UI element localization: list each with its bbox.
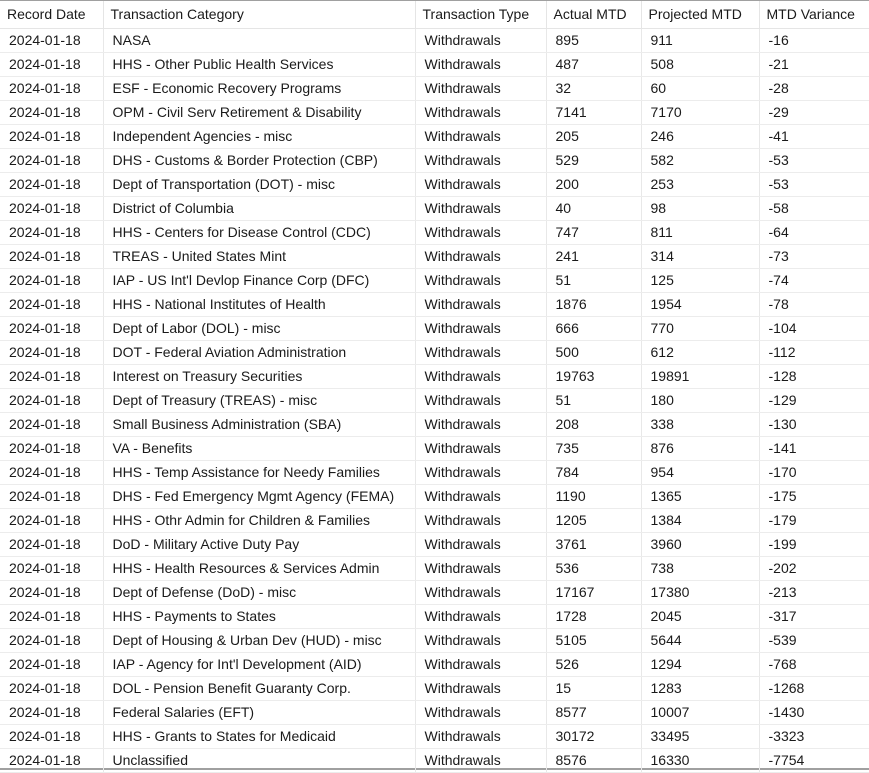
cell-transaction-category[interactable]: DHS - Customs & Border Protection (CBP) xyxy=(103,148,415,172)
table-row[interactable] xyxy=(0,700,869,724)
cell-transaction-type[interactable]: Withdrawals xyxy=(415,124,546,148)
table-row[interactable] xyxy=(0,76,869,100)
cell-actual-mtd[interactable]: 3761 xyxy=(546,532,641,556)
cell-actual-mtd[interactable]: 19763 xyxy=(546,364,641,388)
cell-transaction-category[interactable]: HHS - Centers for Disease Control (CDC) xyxy=(103,220,415,244)
cell-mtd-variance[interactable]: -130 xyxy=(759,412,869,436)
table-row[interactable] xyxy=(0,388,869,412)
cell-record-date[interactable]: 2024-01-18 xyxy=(0,292,103,316)
cell-actual-mtd[interactable]: 529 xyxy=(546,148,641,172)
cell-projected-mtd[interactable]: 582 xyxy=(641,148,759,172)
table-row[interactable] xyxy=(0,292,869,316)
table-row[interactable] xyxy=(0,196,869,220)
table-row[interactable] xyxy=(0,100,869,124)
cell-projected-mtd[interactable]: 19891 xyxy=(641,364,759,388)
cell-transaction-category[interactable]: HHS - National Institutes of Health xyxy=(103,292,415,316)
cell-record-date[interactable]: 2024-01-18 xyxy=(0,268,103,292)
cell-transaction-type[interactable]: Withdrawals xyxy=(415,388,546,412)
cell-transaction-type[interactable]: Withdrawals xyxy=(415,412,546,436)
cell-projected-mtd[interactable]: 60 xyxy=(641,76,759,100)
column-header-transaction-category[interactable]: Transaction Category xyxy=(103,1,415,28)
cell-projected-mtd[interactable]: 314 xyxy=(641,244,759,268)
cell-mtd-variance[interactable]: -128 xyxy=(759,364,869,388)
cell-transaction-category[interactable]: TREAS - United States Mint xyxy=(103,244,415,268)
cell-transaction-type[interactable]: Withdrawals xyxy=(415,292,546,316)
cell-transaction-type[interactable]: Withdrawals xyxy=(415,28,546,52)
cell-transaction-category[interactable]: IAP - Agency for Int'l Development (AID) xyxy=(103,652,415,676)
cell-transaction-category[interactable]: VA - Benefits xyxy=(103,436,415,460)
cell-mtd-variance[interactable]: -28 xyxy=(759,76,869,100)
cell-actual-mtd[interactable]: 526 xyxy=(546,652,641,676)
table-body xyxy=(0,28,869,772)
cell-transaction-category[interactable]: Unclassified xyxy=(103,748,415,772)
cell-mtd-variance[interactable]: -29 xyxy=(759,100,869,124)
column-header-mtd-variance[interactable]: MTD Variance xyxy=(759,1,869,28)
cell-actual-mtd[interactable]: 1190 xyxy=(546,484,641,508)
cell-record-date[interactable]: 2024-01-18 xyxy=(0,748,103,772)
table-row[interactable] xyxy=(0,436,869,460)
cell-mtd-variance[interactable]: -104 xyxy=(759,316,869,340)
cell-mtd-variance[interactable]: -129 xyxy=(759,388,869,412)
cell-record-date[interactable]: 2024-01-18 xyxy=(0,316,103,340)
cell-actual-mtd[interactable]: 32 xyxy=(546,76,641,100)
cell-actual-mtd[interactable]: 17167 xyxy=(546,580,641,604)
cell-record-date[interactable]: 2024-01-18 xyxy=(0,388,103,412)
cell-record-date[interactable]: 2024-01-18 xyxy=(0,580,103,604)
cell-actual-mtd[interactable]: 15 xyxy=(546,676,641,700)
cell-mtd-variance[interactable]: -3323 xyxy=(759,724,869,748)
cell-transaction-category[interactable]: Dept of Transportation (DOT) - misc xyxy=(103,172,415,196)
cell-transaction-type[interactable]: Withdrawals xyxy=(415,700,546,724)
cell-projected-mtd[interactable]: 125 xyxy=(641,268,759,292)
cell-mtd-variance[interactable]: -58 xyxy=(759,196,869,220)
cell-actual-mtd[interactable]: 8576 xyxy=(546,748,641,772)
cell-record-date[interactable]: 2024-01-18 xyxy=(0,52,103,76)
cell-transaction-category[interactable]: Dept of Defense (DoD) - misc xyxy=(103,580,415,604)
cell-mtd-variance[interactable]: -74 xyxy=(759,268,869,292)
cell-transaction-type[interactable]: Withdrawals xyxy=(415,508,546,532)
cell-transaction-type[interactable]: Withdrawals xyxy=(415,484,546,508)
cell-actual-mtd[interactable]: 5105 xyxy=(546,628,641,652)
cell-transaction-category[interactable]: HHS - Health Resources & Services Admin xyxy=(103,556,415,580)
cell-actual-mtd[interactable]: 487 xyxy=(546,52,641,76)
cell-actual-mtd[interactable]: 747 xyxy=(546,220,641,244)
cell-record-date[interactable]: 2024-01-18 xyxy=(0,172,103,196)
table-row[interactable] xyxy=(0,52,869,76)
cell-mtd-variance[interactable]: -7754 xyxy=(759,748,869,772)
cell-transaction-type[interactable]: Withdrawals xyxy=(415,196,546,220)
table-row[interactable] xyxy=(0,244,869,268)
cell-actual-mtd[interactable]: 205 xyxy=(546,124,641,148)
cell-mtd-variance[interactable]: -213 xyxy=(759,580,869,604)
cell-transaction-type[interactable]: Withdrawals xyxy=(415,244,546,268)
cell-projected-mtd[interactable]: 33495 xyxy=(641,724,759,748)
cell-actual-mtd[interactable]: 7141 xyxy=(546,100,641,124)
column-header-projected-mtd[interactable]: Projected MTD xyxy=(641,1,759,28)
cell-projected-mtd[interactable]: 3960 xyxy=(641,532,759,556)
cell-transaction-category[interactable]: HHS - Othr Admin for Children & Families xyxy=(103,508,415,532)
cell-transaction-category[interactable]: DOT - Federal Aviation Administration xyxy=(103,340,415,364)
table-row[interactable] xyxy=(0,484,869,508)
cell-transaction-category[interactable]: Dept of Labor (DOL) - misc xyxy=(103,316,415,340)
cell-transaction-category[interactable]: Dept of Housing & Urban Dev (HUD) - misc xyxy=(103,628,415,652)
table-row[interactable] xyxy=(0,652,869,676)
cell-actual-mtd[interactable]: 536 xyxy=(546,556,641,580)
table-row[interactable] xyxy=(0,628,869,652)
cell-transaction-category[interactable]: IAP - US Int'l Devlop Finance Corp (DFC) xyxy=(103,268,415,292)
cell-record-date[interactable]: 2024-01-18 xyxy=(0,124,103,148)
cell-transaction-type[interactable]: Withdrawals xyxy=(415,436,546,460)
cell-mtd-variance[interactable]: -199 xyxy=(759,532,869,556)
cell-projected-mtd[interactable]: 911 xyxy=(641,28,759,52)
cell-transaction-category[interactable]: DOL - Pension Benefit Guaranty Corp. xyxy=(103,676,415,700)
cell-record-date[interactable]: 2024-01-18 xyxy=(0,604,103,628)
cell-mtd-variance[interactable]: -53 xyxy=(759,148,869,172)
cell-projected-mtd[interactable]: 770 xyxy=(641,316,759,340)
table-row[interactable] xyxy=(0,124,869,148)
cell-projected-mtd[interactable]: 10007 xyxy=(641,700,759,724)
cell-transaction-type[interactable]: Withdrawals xyxy=(415,340,546,364)
cell-transaction-category[interactable]: Federal Salaries (EFT) xyxy=(103,700,415,724)
cell-transaction-type[interactable]: Withdrawals xyxy=(415,148,546,172)
cell-projected-mtd[interactable]: 508 xyxy=(641,52,759,76)
cell-projected-mtd[interactable]: 253 xyxy=(641,172,759,196)
cell-mtd-variance[interactable]: -768 xyxy=(759,652,869,676)
table-row[interactable] xyxy=(0,340,869,364)
cell-mtd-variance[interactable]: -1430 xyxy=(759,700,869,724)
cell-projected-mtd[interactable]: 180 xyxy=(641,388,759,412)
cell-mtd-variance[interactable]: -317 xyxy=(759,604,869,628)
cell-transaction-category[interactable]: Dept of Treasury (TREAS) - misc xyxy=(103,388,415,412)
cell-projected-mtd[interactable]: 5644 xyxy=(641,628,759,652)
cell-record-date[interactable]: 2024-01-18 xyxy=(0,724,103,748)
cell-record-date[interactable]: 2024-01-18 xyxy=(0,28,103,52)
column-header-record-date[interactable]: Record Date xyxy=(0,1,103,28)
cell-mtd-variance[interactable]: -141 xyxy=(759,436,869,460)
cell-actual-mtd[interactable]: 51 xyxy=(546,388,641,412)
cell-projected-mtd[interactable]: 1954 xyxy=(641,292,759,316)
cell-actual-mtd[interactable]: 241 xyxy=(546,244,641,268)
cell-transaction-type[interactable]: Withdrawals xyxy=(415,364,546,388)
cell-transaction-category[interactable]: HHS - Temp Assistance for Needy Families xyxy=(103,460,415,484)
cell-record-date[interactable]: 2024-01-18 xyxy=(0,220,103,244)
cell-projected-mtd[interactable]: 246 xyxy=(641,124,759,148)
cell-projected-mtd[interactable]: 954 xyxy=(641,460,759,484)
cell-record-date[interactable]: 2024-01-18 xyxy=(0,364,103,388)
cell-mtd-variance[interactable]: -78 xyxy=(759,292,869,316)
cell-mtd-variance[interactable]: -539 xyxy=(759,628,869,652)
cell-transaction-category[interactable]: HHS - Other Public Health Services xyxy=(103,52,415,76)
cell-transaction-category[interactable]: NASA xyxy=(103,28,415,52)
header-row xyxy=(0,1,869,28)
cell-actual-mtd[interactable]: 784 xyxy=(546,460,641,484)
cell-actual-mtd[interactable]: 895 xyxy=(546,28,641,52)
cell-transaction-type[interactable]: Withdrawals xyxy=(415,556,546,580)
cell-mtd-variance[interactable]: -73 xyxy=(759,244,869,268)
cell-record-date[interactable]: 2024-01-18 xyxy=(0,460,103,484)
cell-transaction-type[interactable]: Withdrawals xyxy=(415,316,546,340)
cell-actual-mtd[interactable]: 1728 xyxy=(546,604,641,628)
cell-record-date[interactable]: 2024-01-18 xyxy=(0,532,103,556)
cell-record-date[interactable]: 2024-01-18 xyxy=(0,508,103,532)
cell-transaction-category[interactable]: District of Columbia xyxy=(103,196,415,220)
cell-projected-mtd[interactable]: 1294 xyxy=(641,652,759,676)
cell-record-date[interactable]: 2024-01-18 xyxy=(0,484,103,508)
table-row[interactable] xyxy=(0,220,869,244)
cell-mtd-variance[interactable]: -21 xyxy=(759,52,869,76)
table-row[interactable] xyxy=(0,724,869,748)
cell-projected-mtd[interactable]: 7170 xyxy=(641,100,759,124)
cell-transaction-type[interactable]: Withdrawals xyxy=(415,172,546,196)
cell-transaction-type[interactable]: Withdrawals xyxy=(415,76,546,100)
cell-record-date[interactable]: 2024-01-18 xyxy=(0,436,103,460)
cell-transaction-type[interactable]: Withdrawals xyxy=(415,268,546,292)
cell-actual-mtd[interactable]: 200 xyxy=(546,172,641,196)
cell-transaction-type[interactable]: Withdrawals xyxy=(415,724,546,748)
cell-record-date[interactable]: 2024-01-18 xyxy=(0,652,103,676)
cell-actual-mtd[interactable]: 500 xyxy=(546,340,641,364)
cell-record-date[interactable]: 2024-01-18 xyxy=(0,148,103,172)
cell-record-date[interactable]: 2024-01-18 xyxy=(0,244,103,268)
table-row[interactable] xyxy=(0,172,869,196)
cell-transaction-category[interactable]: HHS - Payments to States xyxy=(103,604,415,628)
cell-record-date[interactable]: 2024-01-18 xyxy=(0,76,103,100)
cell-mtd-variance[interactable]: -179 xyxy=(759,508,869,532)
table-row[interactable] xyxy=(0,364,869,388)
cell-actual-mtd[interactable]: 208 xyxy=(546,412,641,436)
cell-projected-mtd[interactable]: 1365 xyxy=(641,484,759,508)
cell-actual-mtd[interactable]: 40 xyxy=(546,196,641,220)
cell-mtd-variance[interactable]: -41 xyxy=(759,124,869,148)
cell-projected-mtd[interactable]: 1384 xyxy=(641,508,759,532)
cell-mtd-variance[interactable]: -170 xyxy=(759,460,869,484)
cell-projected-mtd[interactable]: 17380 xyxy=(641,580,759,604)
cell-actual-mtd[interactable]: 666 xyxy=(546,316,641,340)
cell-mtd-variance[interactable]: -1268 xyxy=(759,676,869,700)
cell-mtd-variance[interactable]: -16 xyxy=(759,28,869,52)
cell-transaction-type[interactable]: Withdrawals xyxy=(415,580,546,604)
cell-transaction-type[interactable]: Withdrawals xyxy=(415,652,546,676)
cell-mtd-variance[interactable]: -112 xyxy=(759,340,869,364)
cell-actual-mtd[interactable]: 51 xyxy=(546,268,641,292)
cell-mtd-variance[interactable]: -175 xyxy=(759,484,869,508)
cell-projected-mtd[interactable]: 811 xyxy=(641,220,759,244)
cell-projected-mtd[interactable]: 2045 xyxy=(641,604,759,628)
column-header-transaction-type[interactable]: Transaction Type xyxy=(415,1,546,28)
cell-transaction-type[interactable]: Withdrawals xyxy=(415,220,546,244)
cell-transaction-type[interactable]: Withdrawals xyxy=(415,604,546,628)
table-row[interactable] xyxy=(0,268,869,292)
cell-projected-mtd[interactable]: 876 xyxy=(641,436,759,460)
cell-actual-mtd[interactable]: 735 xyxy=(546,436,641,460)
cell-record-date[interactable]: 2024-01-18 xyxy=(0,676,103,700)
table-row[interactable] xyxy=(0,28,869,52)
cell-record-date[interactable]: 2024-01-18 xyxy=(0,100,103,124)
table-row[interactable] xyxy=(0,532,869,556)
table-row[interactable] xyxy=(0,580,869,604)
cell-record-date[interactable]: 2024-01-18 xyxy=(0,700,103,724)
table-row[interactable] xyxy=(0,460,869,484)
cell-transaction-category[interactable]: DoD - Military Active Duty Pay xyxy=(103,532,415,556)
cell-transaction-type[interactable]: Withdrawals xyxy=(415,460,546,484)
cell-record-date[interactable]: 2024-01-18 xyxy=(0,556,103,580)
cell-transaction-type[interactable]: Withdrawals xyxy=(415,52,546,76)
cell-transaction-type[interactable]: Withdrawals xyxy=(415,748,546,772)
table-row[interactable] xyxy=(0,604,869,628)
cell-actual-mtd[interactable]: 1205 xyxy=(546,508,641,532)
cell-record-date[interactable]: 2024-01-18 xyxy=(0,628,103,652)
cell-transaction-category[interactable]: Small Business Administration (SBA) xyxy=(103,412,415,436)
cell-transaction-category[interactable]: HHS - Grants to States for Medicaid xyxy=(103,724,415,748)
cell-mtd-variance[interactable]: -64 xyxy=(759,220,869,244)
cell-transaction-type[interactable]: Withdrawals xyxy=(415,676,546,700)
cell-transaction-category[interactable]: ESF - Economic Recovery Programs xyxy=(103,76,415,100)
cell-projected-mtd[interactable]: 98 xyxy=(641,196,759,220)
cell-transaction-type[interactable]: Withdrawals xyxy=(415,100,546,124)
cell-transaction-category[interactable]: Interest on Treasury Securities xyxy=(103,364,415,388)
cell-projected-mtd[interactable]: 738 xyxy=(641,556,759,580)
cell-record-date[interactable]: 2024-01-18 xyxy=(0,196,103,220)
cell-projected-mtd[interactable]: 338 xyxy=(641,412,759,436)
cell-projected-mtd[interactable]: 1283 xyxy=(641,676,759,700)
table-row[interactable] xyxy=(0,148,869,172)
cell-record-date[interactable]: 2024-01-18 xyxy=(0,340,103,364)
cell-actual-mtd[interactable]: 8577 xyxy=(546,700,641,724)
table-row[interactable] xyxy=(0,412,869,436)
cell-transaction-type[interactable]: Withdrawals xyxy=(415,532,546,556)
cell-transaction-category[interactable]: DHS - Fed Emergency Mgmt Agency (FEMA) xyxy=(103,484,415,508)
cell-mtd-variance[interactable]: -53 xyxy=(759,172,869,196)
cell-mtd-variance[interactable]: -202 xyxy=(759,556,869,580)
table-row[interactable] xyxy=(0,748,869,772)
column-header-actual-mtd[interactable]: Actual MTD xyxy=(546,1,641,28)
cell-transaction-category[interactable]: Independent Agencies - misc xyxy=(103,124,415,148)
table-row[interactable] xyxy=(0,556,869,580)
table-row[interactable] xyxy=(0,676,869,700)
table-row[interactable] xyxy=(0,508,869,532)
cell-projected-mtd[interactable]: 612 xyxy=(641,340,759,364)
cell-transaction-type[interactable]: Withdrawals xyxy=(415,628,546,652)
cell-actual-mtd[interactable]: 1876 xyxy=(546,292,641,316)
cell-transaction-category[interactable]: OPM - Civil Serv Retirement & Disability xyxy=(103,100,415,124)
table-row[interactable] xyxy=(0,316,869,340)
results-table xyxy=(0,1,869,773)
cell-actual-mtd[interactable]: 30172 xyxy=(546,724,641,748)
cell-projected-mtd[interactable]: 16330 xyxy=(641,748,759,772)
cell-record-date[interactable]: 2024-01-18 xyxy=(0,412,103,436)
